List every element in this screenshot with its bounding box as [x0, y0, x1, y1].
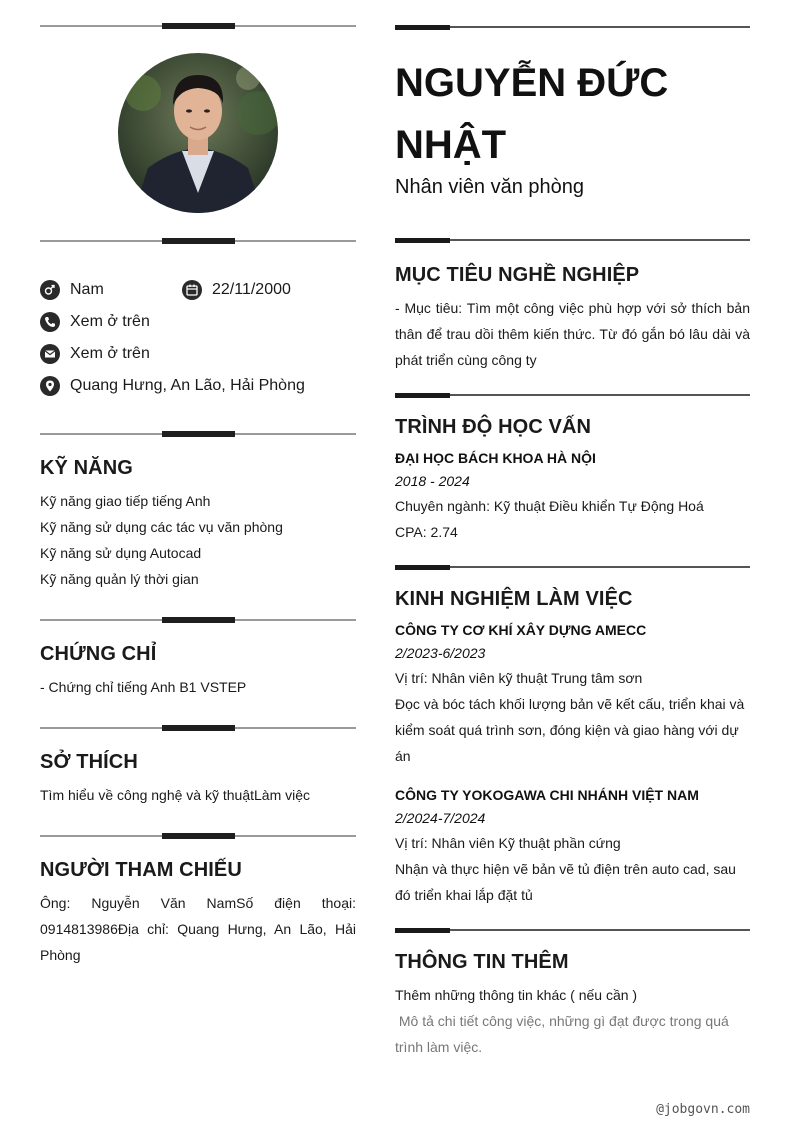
education-cpa: CPA: 2.74 [395, 524, 458, 540]
skills-title: KỸ NĂNG [40, 457, 133, 479]
divider [395, 928, 750, 933]
skill-item: Kỹ năng quản lý thời gian [40, 571, 199, 587]
hobbies-title: SỞ THÍCH [40, 751, 138, 773]
company-name: CÔNG TY CƠ KHÍ XÂY DỰNG AMECC [395, 622, 647, 638]
birthday-row [182, 280, 291, 300]
divider [40, 238, 356, 244]
job-position: Vị trí: Nhân viên kỹ thuật Trung tâm sơn [395, 670, 643, 686]
additional-title: THÔNG TIN THÊM [395, 951, 569, 973]
company-name: CÔNG TY YOKOGAWA CHI NHÁNH VIỆT NAM [395, 787, 699, 803]
job-description: Đọc và bóc tách khối lượng bản vẽ kết cấu, triển khai và kiểm soát quá trình sơn, đóng kiện và giao hàng với dự án [395, 696, 745, 764]
divider [40, 725, 356, 731]
gender-row [40, 280, 104, 300]
avatar-photo [118, 53, 278, 213]
candidate-name: NGUYỄN ĐỨC NHẬT [395, 61, 669, 167]
certificates-title: CHỨNG CHỈ [40, 643, 157, 665]
divider [40, 23, 356, 29]
job-position: Vị trí: Nhân viên Kỹ thuật phần cứng [395, 835, 621, 851]
divider [40, 833, 356, 839]
education-title: TRÌNH ĐỘ HỌC VẤN [395, 416, 592, 438]
experience-title: KINH NGHIỆM LÀM VIỆC [395, 588, 633, 610]
education-period: 2018 - 2024 [395, 473, 470, 489]
phone-icon [40, 312, 60, 332]
references-text: Ông: Nguyễn Văn NamSố điện thoại: 0914813986Địa chỉ: Quang Hưng, An Lão, Hải Phòng [40, 895, 356, 963]
skill-item: Kỹ năng sử dụng Autocad [40, 545, 202, 561]
hobbies-text: Tìm hiểu về công nghệ và kỹ thuậtLàm việc [40, 787, 311, 803]
education-major: Chuyên ngành: Kỹ thuật Điều khiển Tự Động Hoá [395, 498, 704, 514]
divider [395, 393, 750, 398]
watermark: @jobgovn.com [656, 1102, 750, 1117]
address-value: Quang Hưng, An Lão, Hải Phòng [70, 377, 305, 394]
divider [395, 25, 750, 30]
certificate-item: - Chứng chỉ tiếng Anh B1 VSTEP [40, 679, 247, 695]
skill-item: Kỹ năng sử dụng các tác vụ văn phòng [40, 519, 283, 535]
school-name: ĐẠI HỌC BÁCH KHOA HÀ NỘI [395, 450, 596, 466]
avatar [118, 53, 278, 213]
references-title: NGƯỜI THAM CHIẾU [40, 859, 242, 881]
gender-icon [40, 280, 60, 300]
email-row [40, 344, 150, 364]
email-value: Xem ở trên [70, 345, 150, 362]
gender-value: Nam [70, 281, 104, 298]
divider [40, 617, 356, 623]
phone-row [40, 312, 150, 332]
job-title: Nhân viên văn phòng [395, 176, 585, 198]
job-period: 2/2024-7/2024 [395, 810, 486, 826]
job-description: Nhận và thực hiện vẽ bản vẽ tủ điện trên auto cad, sau đó triển khai lắp đặt tủ [395, 861, 736, 903]
divider [395, 565, 750, 570]
birthday-value: 22/11/2000 [212, 281, 291, 298]
divider [395, 238, 750, 243]
location-icon [40, 376, 60, 396]
job-period: 2/2023-6/2023 [395, 645, 486, 661]
objective-text: - Mục tiêu: Tìm một công việc phù hợp với sở thích bản thân để trau dồi thêm kiến thức. Từ đó gắn bó lâu dài và phát triển cùng công ty [395, 300, 750, 368]
calendar-icon [182, 280, 202, 300]
phone-value: Xem ở trên [70, 313, 150, 330]
address-row [40, 376, 305, 396]
additional-line: Thêm những thông tin khác ( nếu cần ) [395, 987, 638, 1003]
email-icon [40, 344, 60, 364]
divider [40, 431, 356, 437]
additional-description: Mô tả chi tiết công việc, những gì đạt được trong quá trình làm việc. [395, 1013, 733, 1055]
objective-title: MỤC TIÊU NGHỀ NGHIỆP [395, 264, 640, 286]
skill-item: Kỹ năng giao tiếp tiếng Anh [40, 493, 211, 509]
